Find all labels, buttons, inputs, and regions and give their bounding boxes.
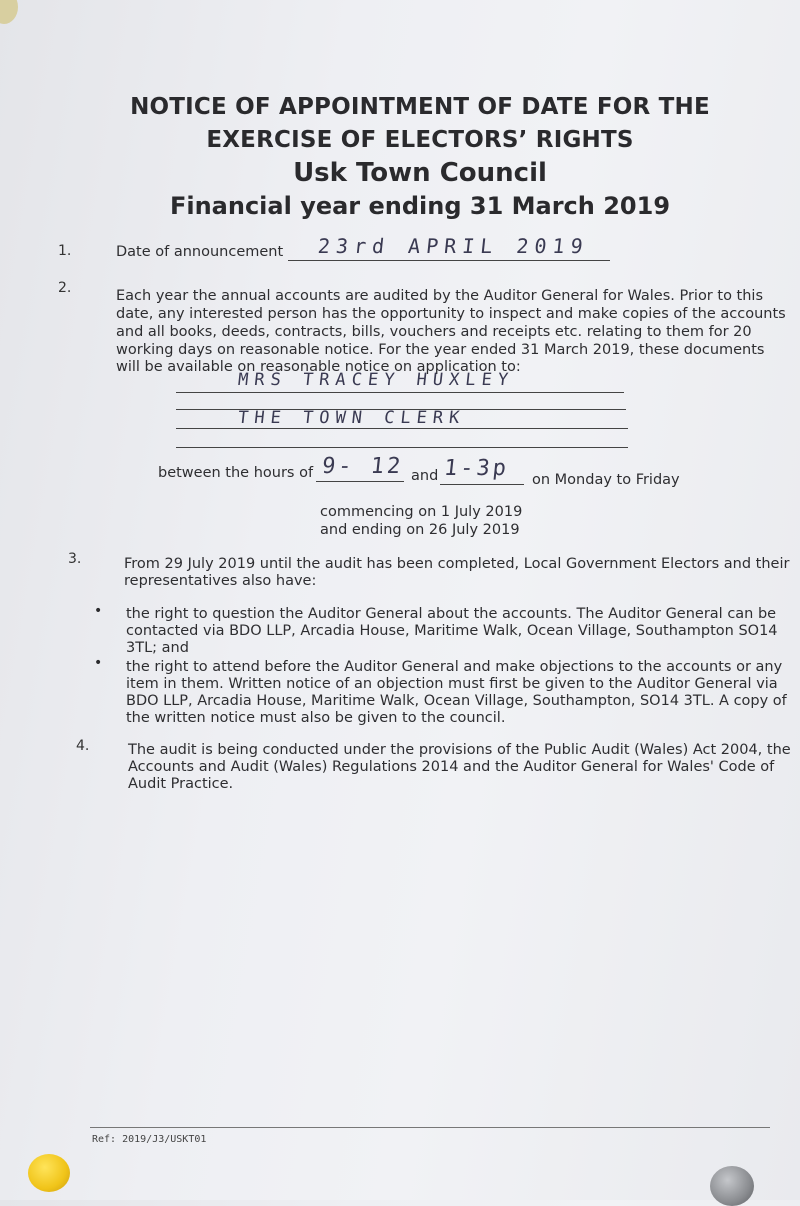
item-3-intro-line: representatives also have: (124, 573, 317, 589)
item-3-number: 3. (68, 551, 82, 567)
pin-top-left (0, 0, 18, 24)
hours-morning-line (316, 481, 404, 482)
grey-pin (710, 1166, 754, 1206)
date-underline (288, 260, 610, 261)
council-name: Usk Town Council (293, 158, 547, 188)
bullet-2-line: BDO LLP, Arcadia House, Maritime Walk, Ocean Village, Southampton, SO14 3TL. A copy of (126, 693, 787, 709)
yellow-pin (28, 1154, 70, 1192)
bullet-1-line: contacted via BDO LLP, Arcadia House, Maritime Walk, Ocean Village, Southampton SO14 (126, 623, 778, 639)
item-2-line: and all books, deeds, contracts, bills, vouchers and receipts etc. relating to them for 20 (116, 324, 752, 340)
commencing-date: commencing on 1 July 2019 (320, 504, 523, 520)
contact-line-1 (176, 392, 624, 393)
bullet-dot: • (94, 603, 103, 619)
item-4-number: 4. (76, 738, 90, 754)
item-2-line: will be available on reasonable notice on application to: (116, 359, 521, 375)
item-4-line: The audit is being conducted under the provisions of the Public Audit (Wales) Act 2004, the (128, 742, 791, 758)
announcement-label: Date of announcement (116, 244, 284, 260)
reference-code: Ref: 2019/J3/USKT01 (92, 1134, 207, 1145)
item-3-intro-line: From 29 July 2019 until the audit has been completed, Local Government Electors and their (124, 556, 790, 572)
bullet-dot: • (94, 655, 103, 671)
item-2-number: 2. (58, 280, 72, 296)
bullet-2-line: the right to attend before the Auditor General and make objections to the accounts or any (126, 659, 783, 675)
hours-morning-handwritten: 9- 12 (320, 454, 405, 479)
ending-date: and ending on 26 July 2019 (320, 522, 520, 538)
hours-afternoon-handwritten: 1-3p (442, 456, 511, 481)
item-4-line: Audit Practice. (128, 776, 234, 792)
contact-name-handwritten: MRS TRACEY HUXLEY (236, 370, 516, 390)
bullet-2-line: item in them. Written notice of an objection must first be given to the Auditor General via (126, 676, 778, 692)
hours-and: and (411, 468, 439, 484)
hours-prefix: between the hours of (158, 465, 314, 481)
item-4-line: Accounts and Audit (Wales) Regulations 2014 and the Auditor General for Wales' Code of (128, 759, 775, 775)
contact-line-4 (176, 447, 628, 448)
contact-line-3 (176, 428, 628, 429)
hours-suffix: on Monday to Friday (532, 472, 680, 488)
contact-title-handwritten: THE TOWN CLERK (236, 408, 467, 428)
item-2-line: Each year the annual accounts are audited by the Auditor General for Wales. Prior to this (116, 288, 764, 304)
item-2-line: date, any interested person has the opportunity to inspect and make copies of the accounts (116, 306, 786, 322)
heading-line-1: NOTICE OF APPOINTMENT OF DATE FOR THE (130, 94, 710, 120)
hours-afternoon-line (440, 484, 524, 485)
announcement-date-handwritten: 23rd APRIL 2019 (316, 234, 590, 258)
item-1-number: 1. (58, 243, 72, 259)
heading-line-2: EXERCISE OF ELECTORS’ RIGHTS (206, 127, 634, 153)
bullet-1-line: 3TL; and (126, 640, 189, 656)
item-2-line: working days on reasonable notice. For the year ended 31 March 2019, these documents (116, 342, 765, 358)
footer-rule (90, 1127, 770, 1128)
bullet-2-line: the written notice must also be given to the council. (126, 710, 506, 726)
bullet-1-line: the right to question the Auditor General about the accounts. The Auditor General can be (126, 606, 777, 622)
financial-year: Financial year ending 31 March 2019 (169, 192, 671, 220)
